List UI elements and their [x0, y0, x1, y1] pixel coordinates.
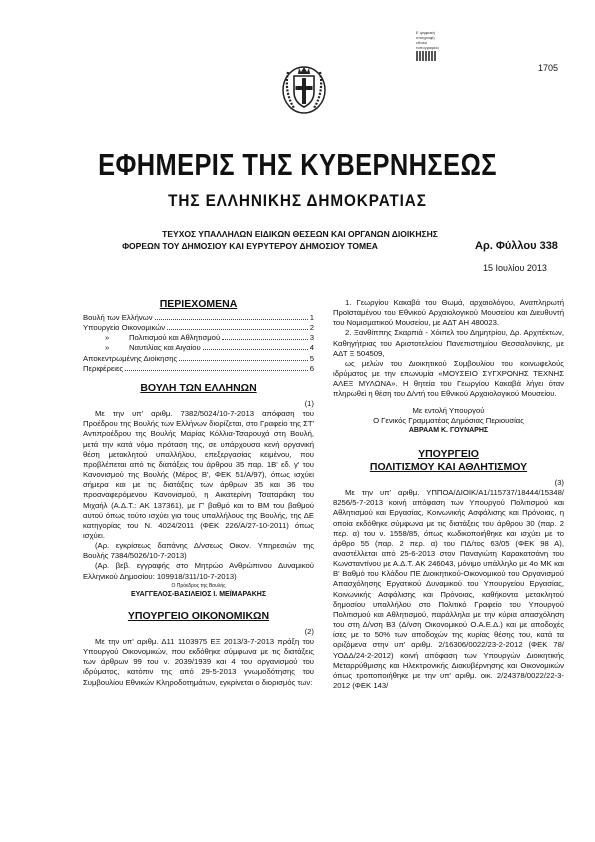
gazette-title: ΕΦΗΜΕΡΙΣ ΤΗΣ ΚΥΒΕΡΝΗΣΕΩΣ	[98, 147, 497, 182]
publisher-stamp: Ε ψηφιακή υπογραφή εθνικό τυπογραφείο	[416, 30, 476, 61]
decision-number: (1)	[304, 398, 314, 408]
toc-item[interactable]: Περιφέρειες 6	[83, 363, 314, 373]
signer-role: Ο Πρόεδρος της Βουλής	[171, 582, 226, 589]
order-line: Με εντολή Υπουργού	[412, 405, 485, 415]
toc-heading: ΠΕΡΙΕΧΟΜΕΝΑ	[159, 298, 238, 310]
decision-text: Με την υπ' αριθμ. ΥΠΠΟΑ/ΔΙΟΙΚ/Α1/115737/18444/15348/ 8256/5-7-2013 κοινή απόφαση των Υπουργού Πολιτισμού και Αθλητισμού και Εργασίας, Κοινωνικής Ασφάλισης και Πρόνοιας, η οποία εκδόθηκε σύμφωνα με τις διατάξεις του άρθρου 30 (παρ. 2 περ. α) του ν. 1558/85, όπως κωδικοποιήθηκε και ισχύει με το άρθρο 55 (παρ. 2 περ. α) του ΠΔ/τος 63/05 (ΦΕΚ 98 Α), αναστέλλεται από 25-6-2013 στον Παναγιώτη Καρακατσάνη του Κωνσταντίνου με Α.Δ.Τ. ΑΚ 246043, μόνιμο υπάλληλο με 4ο ΜΚ και Β' Βαθμό του Κλάδου ΠΕ Διοικητικού-Οικονομικού του Οργανισμού Απασχόλησης Εργατικού Δυναμικού του Υπουργείου Εργασίας, Κοινωνικής Ασφάλισης και Πρόνοιας, καθήκοντα μετακλητού δημοσίου υπαλλήλου στο Πολιτικό Γραφείο του Υπουργού Πολιτισμού και Αθλητισμού, παράλληλα με την κύρια απασχόληση του στη Δ/νση Β3 (Δ/νση Οικονομικού Ο.Α.Ε.Δ.) και με αποδοχές ίσες με το 50% των αποδοχών της κυρίας θέσης του, κατά τα οριζόμενα στην υπ' αριθμ. 2/16306/0022/23-2-2012 (ΦΕΚ 78/ΥΟΔΔ/24-2-2012) κοινή απόφαση των Υπουργών Διοικητικής Μεταρρύθμισης και Ηλεκτρονικής Διακυβέρνησης και Οικονομικών όπως τροποποιήθηκε με την υπ' αριθμ. οικ. 2/24378/0022/22-3-2012 (ΦΕΚ 143/	[333, 488, 564, 690]
signer-name: ΑΒΡΑΑΜ Κ. ΓΟΥΝΑΡΗΣ	[408, 426, 489, 434]
section-heading-vouli: ΒΟΥΛΗ ΤΩΝ ΕΛΛΗΝΩΝ	[140, 381, 257, 394]
section-heading-politismou-1: ΥΠΟΥΡΓΕΙΟ	[418, 447, 479, 460]
board-note: ως μελών του Διοικητικού Συμβουλίου του κοινωφελούς ιδρύματος με την επωνυμία «ΜΟΥΣΕΙΟ ΣΥΓΧΡΟΝΗΣ ΤΕΧΝΗΣ ΑΛΕΞ ΜΥΛΩΝΑ». Η θητεία του Γεωργίου Κακαβά λήγει όταν πληρωθεί η θέση του Δ/ντή του Εθνικού Αρχαιολογικού Μουσείου.	[333, 358, 564, 399]
section-heading-politismou-2: ΠΟΛΙΤΙΣΜΟΥ ΚΑΙ ΑΘΛΗΤΙΣΜΟΥ	[369, 460, 528, 473]
toc-item[interactable]: Αποκεντρωμένης Διοίκησης 5	[83, 353, 314, 363]
series-line-2: ΦΟΡΕΩΝ ΤΟΥ ΔΗΜΟΣΙΟΥ ΚΑΙ ΕΥΡΥΤΕΡΟΥ ΔΗΜΟΣΙΟΥ ΤΟΜΕΑ	[122, 241, 378, 251]
signer-role: Ο Γενικός Γραμματέας Δημόσιας Περιουσίας	[373, 415, 524, 425]
toc-item[interactable]: Υπουργείο Οικονομικών 2	[83, 323, 314, 333]
decision-number: (2)	[304, 626, 314, 636]
toc-list	[83, 313, 314, 374]
member-1: 1. Γεωργίου Κακαβά του Θωμά, αρχαιολόγου, Αναπληρωτή Προϊσταμένου του Εθνικού Αρχαιολογικού Μουσείου και Διευθυντή του Νομισματικού Μουσείου, με ΑΔΤ ΑΗ 480023.	[333, 298, 564, 328]
expense-approval-note: (Αρ. εγκρίσεως δαπάνης Δ/νσεως Οικον. Υπηρεσιών της Βουλής 7384/5026/10-7-2013)	[83, 541, 314, 561]
series-line-1: ΤΕΥΧΟΣ ΥΠΑΛΛΗΛΩΝ ΕΙΔΙΚΩΝ ΘΕΣΕΩΝ ΚΑΙ ΟΡΓΑΝΩΝ ΔΙΟΙΚΗΣΗΣ	[162, 229, 438, 239]
coat-of-arms-icon	[282, 62, 326, 114]
toc-item[interactable]: » Ναυτιλίας και Αιγαίου 4	[105, 343, 314, 353]
sheet-number: Αρ. Φύλλου 338	[475, 240, 558, 252]
gazette-subtitle: ΤΗΣ ΕΛΛΗΝΙΚΗΣ ΔΗΜΟΚΡΑΤΙΑΣ	[168, 191, 427, 210]
toc-item[interactable]: Βουλή των Ελλήνων 1	[83, 313, 314, 322]
registry-note: (Αρ. βεβ. εγγραφής στο Μητρώο Ανθρώπινου Δυναμικού Ελληνικού Δημοσίου: 109918/311/10-7-2013)	[83, 561, 314, 581]
issue-date: 15 Ιουλίου 2013	[483, 263, 547, 273]
toc-item[interactable]: » Πολιτισμού και Αθλητισμού 3	[105, 333, 314, 343]
member-2: 2. Ξανθίππης Σκαρπιά - Χόιπελ του Δημητρίου, Δρ. Αρχιτέκτων, Καθηγήτριας του Αριστοτελείου Πανεπιστημίου Θεσσαλονίκης, με ΑΔΤ Ξ 504509,	[333, 328, 564, 358]
series-heading	[122, 228, 450, 252]
decision-number: (3)	[554, 477, 564, 487]
page-number: 1705	[538, 63, 559, 73]
right-column	[333, 298, 564, 691]
decision-text: Με την υπ' αριθμ. Δ11 1103975 ΕΞ 2013/3-7-2013 πράξη του Υπουργού Οικονομικών, που εκδόθηκε σύμφωνα με τις διατάξεις των άρθρων 99 του ν. 2039/1939 και 4 του οργανισμού του ιδρύματος, κατόπιν της από 29-5-2013 γνωμοδότησης του Συμβουλίου Εθνικών Κληροδοτημάτων, εγκρίνεται ο διορισμός των:	[83, 636, 314, 687]
decision-text: Με την υπ' αριθμ. 7382/5024/10-7-2013 απόφαση του Προέδρου της Βουλής των Ελλήνων διορίζεται, στο Γραφείο της ΣΤ' Αντιπροέδρου της Βουλής Μαρίας Κόλλια-Τσαρουχά στη Βουλή, μετά την κατά νόμο πρόταση της, σε υπάρχουσα κενή οργανική θέση μετακλητού υπαλλήλου, επεξεργασίας κειμένου, που προβλέπεται από τις διατάξεις του άρθρου 35 παρ. 1Β' εδ. γ' του Κανονισμού της Βουλής (Μέρος Β', ΦΕΚ 51/Α/97), όπως ισχύει σήμερα και με τις διατάξεις των άρθρων 35 και 36 του προαναφερόμενου Κανονισμού, η Αικατερίνη Τσαταράκη του Μιχαήλ (Α.Δ.Τ.: ΑΚ 137361), με Γ' βαθμό και το ΒΜ του βαθμού αυτού όπως τούτο ισχύει για τους υπαλλήλους της Βουλής, της ΔΕ κατηγορίας του Ν. 4024/2011 (ΦΕΚ 226/Α/27-10-2011) όπως ισχύει.	[83, 409, 314, 540]
signer-name: ΕΥΑΓΓΕΛΟΣ-ΒΑΣΙΛΕΙΟΣ Ι. ΜΕΪΜΑΡΑΚΗΣ	[130, 590, 267, 598]
left-column	[83, 298, 314, 688]
section-heading-oikonomikon: ΥΠΟΥΡΓΕΙΟ ΟΙΚΟΝΟΜΙΚΩΝ	[127, 609, 270, 622]
